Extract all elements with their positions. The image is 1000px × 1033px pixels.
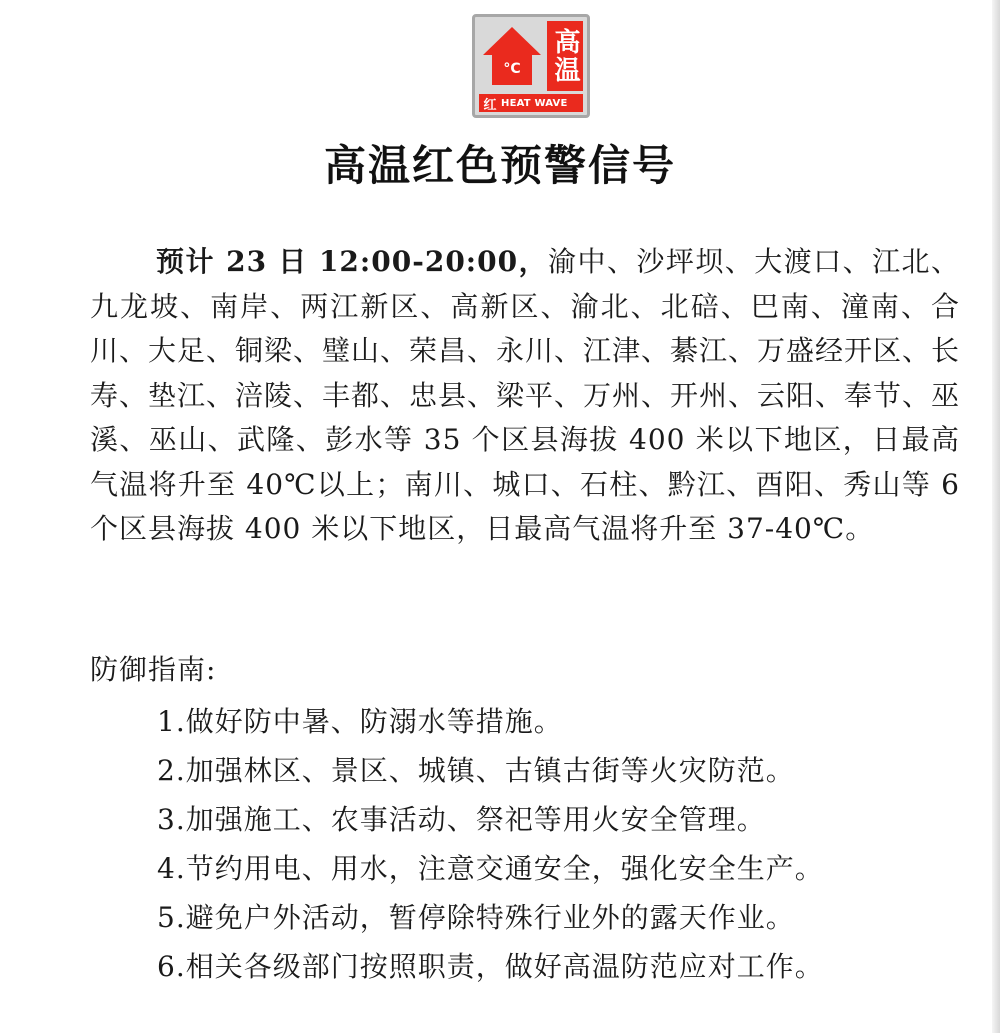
logo-level-label: 红 [483, 97, 497, 113]
logo-bottom-bar [479, 94, 583, 112]
forecast-paragraph [90, 240, 960, 552]
guide-item: 6.相关各级部门按照职责，做好高温防范应对工作。 [157, 950, 824, 983]
guide-item: 2.加强林区、景区、城镇、古镇古街等火灾防范。 [157, 754, 795, 787]
guide-heading: 防御指南: [90, 653, 217, 686]
guide-item: 3.加强施工、农事活动、祭祀等用火安全管理。 [157, 803, 766, 836]
forecast-time: 预计 23 日 12:00-20:00， [156, 245, 549, 278]
guide-item: 5.避免户外活动，暂停除特殊行业外的露天作业。 [157, 901, 795, 934]
celsius-symbol: °C [503, 61, 521, 77]
forecast-body: 渝中、沙坪坝、大渡口、江北、九龙坡、南岸、两江新区、高新区、渝北、北碚、巴南、潼南、合川、大足、铜梁、璧山、荣昌、永川、江津、綦江、万盛经开区、长寿、垫江、涪陵、丰都、忠县、梁平、万州、开州、云阳、奉节、巫溪、巫山、武隆、彭水等 35 个区县海拔 400 米以下地区，日最高气温将升至 40℃以上；南川、城口、石柱、黔江、酉阳、秀山等 6 个区县海拔 400 米以下地区，日最高气温将升至 37-40℃。 [90, 245, 961, 545]
guide-list [157, 697, 957, 991]
guide-item: 4.节约用电、用水，注意交通安全，强化安全生产。 [157, 852, 824, 885]
guide-item: 1.做好防中暑、防溺水等措施。 [157, 705, 563, 738]
logo-english-label: HEAT WAVE [501, 97, 568, 109]
page-title: 高温红色预警信号 [323, 141, 676, 190]
logo-vertical-text: 高温 [547, 21, 583, 91]
heat-wave-warning-logo [472, 14, 590, 118]
logo-top [479, 21, 583, 91]
page-edge-shadow [992, 0, 1000, 1033]
thermometer-house-icon [479, 21, 545, 91]
